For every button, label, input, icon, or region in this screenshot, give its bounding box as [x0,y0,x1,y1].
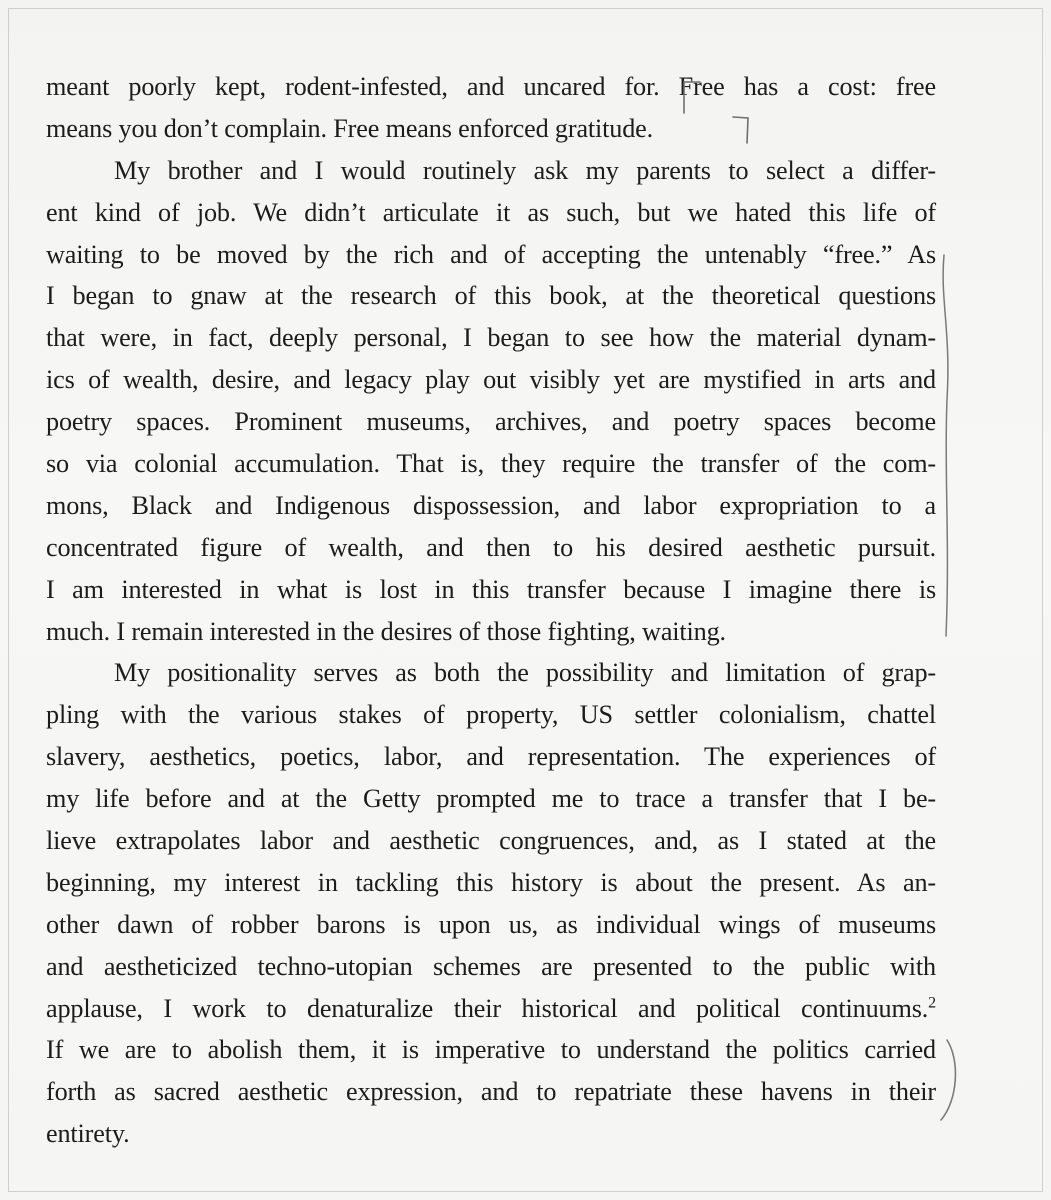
margin-line-long [943,255,948,636]
text-line-content: I began to gnaw at the research of this book, at the theoretical questions [46,281,936,311]
text-line [46,862,936,904]
text-line-content: lieve extrapolates labor and aesthetic congruences, and, as I stated at the [46,826,936,856]
text-line-content: waiting to be moved by the rich and of accepting the untenably “free.” As [46,239,936,269]
text-line-content: means you don’t complain. Free means enforced gratitude. [46,113,654,143]
text-line [46,904,936,946]
text-line [46,275,936,317]
text-line [46,946,936,988]
text-line-content: other dawn of robber barons is upon us, as individual wings of museums [46,909,936,939]
text-line-content: ics of wealth, desire, and legacy play out visibly yet are mystified in arts and [46,365,936,395]
text-line [46,66,936,108]
text-line [46,192,936,234]
text-line-content: pling with the various stakes of property, US settler colonialism, chattel [46,700,936,730]
text-line [46,694,936,736]
text-line [46,1113,936,1155]
margin-parenthesis [941,1040,955,1120]
text-line [46,652,936,694]
text-line-content: slavery, aesthetics, poetics, labor, and representation. The experiences of [46,742,936,772]
text-line [46,401,936,443]
book-page-text [46,66,936,1155]
text-line-content: much. I remain interested in the desires of those fighting, waiting. [46,616,726,646]
text-line [46,359,936,401]
text-line-content: If we are to abolish them, it is imperative to understand the politics carried [46,1035,936,1065]
text-line [46,569,936,611]
text-line-content: poetry spaces. Prominent museums, archives, and poetry spaces become [46,407,936,437]
text-line-content: beginning, my interest in tackling this history is about the present. As an- [46,867,936,897]
text-line [46,736,936,778]
text-line-content: applause, I work to denaturalize their historical and political continuums. [46,993,929,1023]
text-line [46,1071,936,1113]
text-line-content: entirety. [46,1119,130,1149]
text-line [46,485,936,527]
text-line-content: and aestheticized techno-utopian schemes are presented to the public with [46,951,936,981]
text-line [46,443,936,485]
text-line-content: that were, in fact, deeply personal, I began to see how the material dynam- [46,323,936,353]
text-line-content: my life before and at the Getty prompted me to trace a transfer that I be- [46,784,936,814]
text-line-content: My brother and I would routinely ask my parents to select a differ- [114,155,936,185]
text-line-content: forth as sacred aesthetic expression, and to repatriate these havens in their [46,1077,936,1107]
footnote-marker: 2 [928,993,936,1011]
text-line [46,1029,936,1071]
text-line-content: so via colonial accumulation. That is, they require the transfer of the com- [46,449,936,479]
text-line-content: mons, Black and Indigenous dispossession, and labor expropriation to a [46,490,936,520]
text-line [46,234,936,276]
text-line [46,611,936,653]
show-through-text-bottom [40,1150,940,1191]
text-line-content: My positionality serves as both the possibility and limitation of grap- [114,658,936,688]
text-line [46,778,936,820]
text-line-content: meant poorly kept, rodent-infested, and uncared for. Free has a cost: free [46,72,936,101]
text-line [46,108,936,150]
show-through-text-top [40,2,940,43]
text-line [46,150,936,192]
text-line-content: concentrated figure of wealth, and then to his desired aesthetic pursuit. [46,532,936,562]
text-line [46,820,936,862]
text-line [46,317,936,359]
text-line-content: ent kind of job. We didn’t articulate it as such, but we hated this life of [46,197,936,227]
text-line [46,527,936,569]
text-line-content: I am interested in what is lost in this transfer because I imagine there is [46,574,936,604]
text-line [46,988,936,1030]
